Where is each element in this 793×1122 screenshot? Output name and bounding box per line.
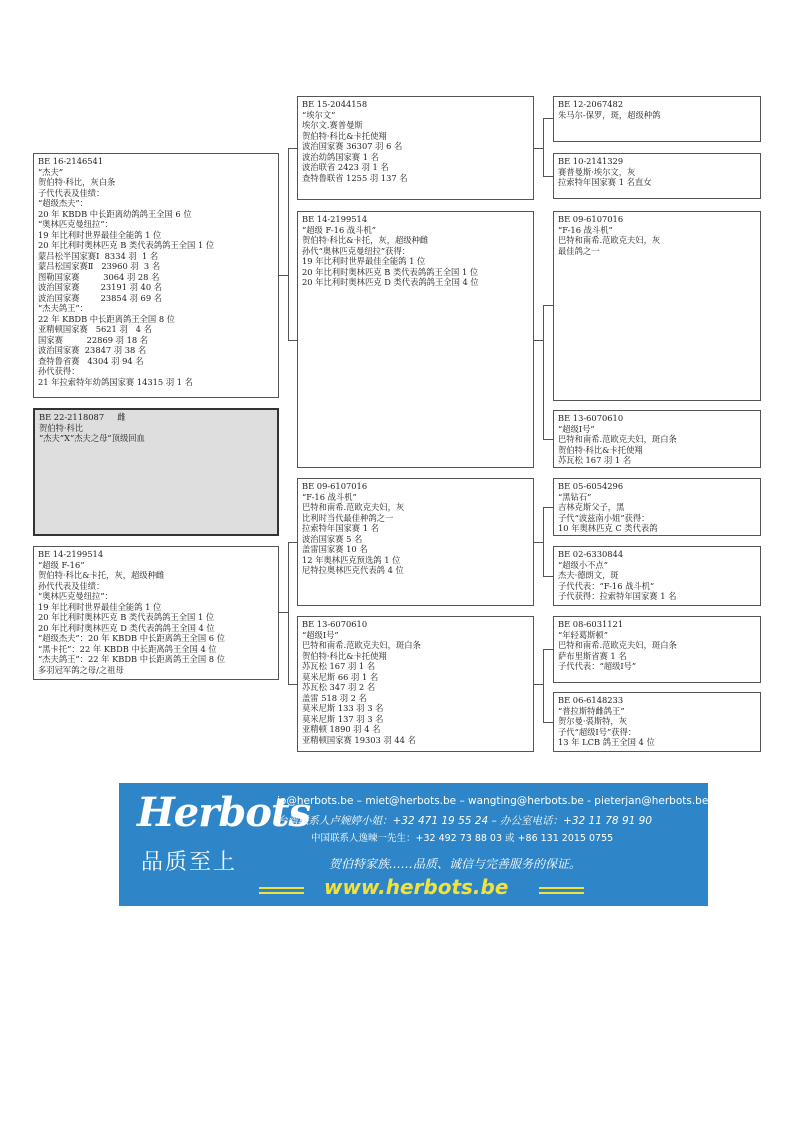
website-bar-left bbox=[259, 887, 304, 889]
pedigree-box-ggs4 bbox=[553, 616, 761, 683]
pedigree-line: 孙代代表及佳绩： bbox=[38, 580, 105, 591]
contact-emails: jo@herbots.be – miet@herbots.be – wangting@herbots.be - pieterjan@herbots.be bbox=[277, 795, 708, 807]
pedigree-line: 19 年比利时世界最佳全能鸽 1 位 bbox=[38, 601, 162, 612]
pedigree-box-gd2 bbox=[297, 616, 534, 752]
pedigree-line: 贺伯特·科比&卡托使翔 bbox=[302, 650, 387, 661]
pedigree-line: 苏瓦松 167 羽 1 名 bbox=[302, 661, 376, 671]
pedigree-line: “超级 F-16 战斗机” bbox=[302, 224, 376, 235]
ring-number: BE 13-6070610 bbox=[558, 413, 624, 423]
pedigree-line: 贺尔曼·裘斯特，灰 bbox=[558, 716, 628, 726]
pedigree-line: 贺伯特·科比 bbox=[39, 422, 84, 433]
pedigree-line: “杰夫鸽王”： bbox=[38, 303, 88, 313]
pedigree-box-sire bbox=[33, 153, 279, 398]
pedigree-line: 波治国家赛 23191 羽 40 名 bbox=[38, 282, 163, 292]
pedigree-line: 20 年比利时奥林匹克 D 类代表鸽鸽王全国 4 位 bbox=[38, 622, 215, 633]
connector-gd2-top bbox=[543, 649, 553, 650]
pedigree-line: “杰夫”X“杰夫之母”顶级回血 bbox=[39, 433, 145, 443]
pedigree-line: 吉林克斯父子，黑 bbox=[558, 502, 625, 512]
connector-gs1-bottom bbox=[543, 176, 553, 177]
pedigree-line: 波治联省 2423 羽 1 名 bbox=[302, 162, 389, 172]
pedigree-line: 贺伯特·科比，灰白条 bbox=[38, 177, 116, 187]
pedigree-line: 子代代表及佳绩： bbox=[38, 187, 105, 198]
pedigree-box-ggd2 bbox=[553, 410, 761, 468]
pedigree-box-ggs3 bbox=[553, 478, 761, 536]
connector-dam-stem bbox=[279, 612, 288, 613]
pedigree-line: “杰夫鸽王”：22 年 KBDB 中长距离鸽王全国 8 位 bbox=[38, 654, 226, 664]
connector-gd2-bottom bbox=[543, 722, 553, 723]
pedigree-line: 子代代表：“F-16 战斗机” bbox=[558, 580, 655, 591]
pedigree-line: 亚精顿 1890 羽 4 名 bbox=[302, 724, 381, 734]
ring-number: BE 15-2044158 bbox=[302, 99, 368, 109]
pedigree-box-dam bbox=[33, 546, 279, 680]
pedigree-line: 波治幼鸽国家赛 1 名 bbox=[302, 151, 379, 162]
pedigree-line: 盖雷 518 羽 2 名 bbox=[302, 692, 367, 703]
contact-taiwan: 台湾联系人卢婉婷小姐：+32 471 19 55 24 – 办公室电话：+32 11 78 91 90 bbox=[277, 815, 653, 827]
pedigree-box-ggd3 bbox=[553, 546, 761, 606]
pedigree-line: “年轻葛斯顿” bbox=[558, 629, 608, 640]
ring-number: BE 09-6107016 bbox=[558, 214, 624, 224]
connector-gs2-stem bbox=[534, 542, 543, 543]
ring-number: BE 08-6031121 bbox=[558, 619, 624, 629]
pedigree-box-ggd4 bbox=[553, 692, 761, 752]
pedigree-line: 巴特和南希.范欧克夫妇，斑白条 bbox=[558, 434, 677, 444]
pedigree-line: “F-16 战斗机” bbox=[558, 224, 613, 235]
connector-sire-stem bbox=[279, 275, 288, 276]
pedigree-line: 拉索特年国家赛 1 名直女 bbox=[558, 177, 652, 187]
ring-number: BE 13-6070610 bbox=[302, 619, 368, 629]
connector-gs1-stem bbox=[534, 148, 543, 149]
connector-sire-top bbox=[288, 148, 297, 149]
pedigree-line: “普拉斯特雌鸽王” bbox=[558, 705, 625, 716]
ring-number: BE 09-6107016 bbox=[302, 481, 368, 491]
pedigree-line: 13 年 LCB 鸽王全国 4 位 bbox=[558, 737, 655, 747]
pedigree-box-gd1 bbox=[297, 211, 534, 468]
connector-dam bbox=[288, 542, 289, 684]
pedigree-line: 最佳鸽之一 bbox=[558, 245, 600, 256]
connector-gd1-top bbox=[543, 305, 553, 306]
connector-gd2-stem bbox=[534, 684, 543, 685]
pedigree-line: “超级Ⅰ号” bbox=[558, 423, 595, 434]
pedigree-line: 波治国家赛 36307 羽 6 名 bbox=[302, 141, 403, 151]
pedigree-line: 20 年比利时奥林匹克 B 类代表鸽鸽王全国 1 位 bbox=[38, 612, 215, 622]
pedigree-line: 子代代表：“超级Ⅰ号” bbox=[558, 661, 637, 671]
connector-gd1 bbox=[543, 305, 544, 439]
pedigree-line: “黑钻石” bbox=[558, 491, 592, 502]
pedigree-line: “奥林匹克曼纽拉”： bbox=[38, 219, 113, 229]
pedigree-box-ggs1 bbox=[553, 96, 761, 142]
pedigree-line: “超级 F-16” bbox=[38, 559, 85, 570]
connector-gd1-bottom bbox=[543, 439, 553, 440]
pedigree-line: 莫米尼斯 66 羽 1 名 bbox=[302, 671, 379, 682]
pedigree-line: 苏瓦松 347 羽 2 名 bbox=[302, 682, 376, 692]
pedigree-line: 查特鲁省赛 4304 羽 94 名 bbox=[38, 355, 144, 366]
pedigree-line: “F-16 战斗机” bbox=[302, 491, 357, 502]
pedigree-line: 波治国家赛 23854 羽 69 名 bbox=[38, 292, 163, 303]
ring-number: BE 10-2141329 bbox=[558, 156, 624, 166]
pedigree-line: 莫米尼斯 133 羽 3 名 bbox=[302, 703, 384, 713]
pedigree-line: 比利时当代最佳种鸽之一 bbox=[302, 512, 394, 523]
pedigree-line: 朱马尔-保罗，斑，超级种鸽 bbox=[558, 109, 661, 120]
pedigree-line: 巴特和南希.范欧克夫妇，斑白条 bbox=[558, 640, 677, 650]
pedigree-line: 孙代获得： bbox=[38, 366, 80, 376]
pedigree-line: 贺伯特·科比&卡托使翔 bbox=[558, 444, 643, 455]
connector-gd1-stem bbox=[534, 340, 543, 341]
website-bar-right-2 bbox=[539, 892, 584, 894]
pedigree-line: 子代获得：拉索特年国家赛 1 名 bbox=[558, 591, 677, 601]
pedigree-line: 拉索特年国家赛 1 名 bbox=[302, 523, 379, 533]
pedigree-line: 蒙吕松国家赛Ⅱ 23960 羽 3 名 bbox=[38, 261, 161, 271]
pedigree-line: 蒙吕松半国家赛Ⅰ 8334 羽 1 名 bbox=[38, 250, 159, 261]
connector-sire bbox=[288, 148, 289, 340]
pedigree-line: 贺伯特·科比&卡托，灰，超级种雌 bbox=[302, 235, 429, 245]
website-bar-right bbox=[539, 887, 584, 889]
pedigree-box-subject bbox=[33, 408, 279, 536]
pedigree-box-gs2 bbox=[297, 478, 534, 606]
pedigree-line: 20 年比利时奥林匹克 B 类代表鸽鸽王全国 1 位 bbox=[38, 240, 215, 250]
pedigree-line: 19 年比利时世界最佳全能鸽 1 位 bbox=[38, 229, 162, 240]
pedigree-box-ggd1 bbox=[553, 153, 761, 199]
connector-sire-bottom bbox=[288, 340, 297, 341]
pedigree-line: “埃尔文” bbox=[302, 109, 336, 120]
pedigree-box-gs1 bbox=[297, 96, 534, 200]
pedigree-line: 22 年 KBDB 中长距离鸽王全国 8 位 bbox=[38, 313, 176, 324]
connector-gd2 bbox=[543, 649, 544, 722]
pedigree-line: 贺伯特·科比&卡托使翔 bbox=[302, 130, 387, 141]
ring-number: BE 22-2118087 雌 bbox=[39, 412, 126, 422]
ring-number: BE 02-6330844 bbox=[558, 549, 624, 559]
pedigree-line: 10 年奥林匹克 C 类代表鸽 bbox=[558, 523, 658, 533]
pedigree-line: 19 年比利时世界最佳全能鸽 1 位 bbox=[302, 256, 426, 266]
pedigree-line: “超级杰夫”：20 年 KBDB 中长距离鸽王全国 6 位 bbox=[38, 633, 226, 643]
pedigree-line: 子代“波兹南小姐”获得： bbox=[558, 512, 650, 523]
pedigree-line: 多羽冠军鸽之母/之祖母 bbox=[38, 664, 124, 675]
pedigree-line: 孙代“奥林匹克曼纽拉”获得： bbox=[302, 245, 411, 256]
pedigree-line: 国家赛 22869 羽 18 名 bbox=[38, 334, 149, 345]
pedigree-line: 埃尔文.赛普曼斯 bbox=[302, 120, 363, 130]
pedigree-line: 查特鲁联省 1255 羽 137 名 bbox=[302, 172, 408, 183]
pedigree-line: 波治国家赛 23847 羽 38 名 bbox=[38, 345, 147, 355]
pedigree-line: 赛普曼斯·埃尔文，灰 bbox=[558, 166, 636, 177]
pedigree-line: 亚精顿国家赛 5621 羽 4 名 bbox=[38, 324, 152, 334]
ring-number: BE 06-6148233 bbox=[558, 695, 624, 705]
pedigree-line: 21 年拉索特年幼鸽国家赛 14315 羽 1 名 bbox=[38, 376, 193, 387]
pedigree-line: “超级Ⅰ号” bbox=[302, 629, 339, 640]
pedigree-line: 20 年比利时奥林匹克 D 类代表鸽鸽王全国 4 位 bbox=[302, 277, 479, 287]
connector-gs2-top bbox=[543, 507, 553, 508]
pedigree-line: 巴特和南希.范欧克夫妇，灰 bbox=[302, 502, 405, 512]
herbots-banner bbox=[119, 783, 708, 906]
connector-gs2 bbox=[543, 507, 544, 576]
connector-dam-bottom bbox=[288, 684, 297, 685]
connector-gs2-bottom bbox=[543, 576, 553, 577]
ring-number: BE 16-2146541 bbox=[38, 156, 104, 166]
ring-number: BE 14-2199514 bbox=[302, 214, 368, 224]
connector-dam-top bbox=[288, 542, 297, 543]
website-bar-left-2 bbox=[259, 892, 304, 894]
pedigree-line: 苏瓦松 167 羽 1 名 bbox=[558, 455, 632, 465]
pedigree-line: 尼特拉奥林匹克代表鸽 4 位 bbox=[302, 565, 404, 575]
banner-slogan: 品质至上 bbox=[141, 850, 238, 875]
ring-number: BE 14-2199514 bbox=[38, 549, 104, 559]
connector-gs1 bbox=[543, 118, 544, 176]
pedigree-line: 贺伯特·科比&卡托，灰，超级种雌 bbox=[38, 570, 165, 580]
ring-number: BE 05-6054296 bbox=[558, 481, 624, 491]
contact-china: 中国联系人逸暕一先生：+32 492 73 88 03 或 +86 131 2015 0755 bbox=[311, 833, 614, 844]
pedigree-line: 20 年比利时奥林匹克 B 类代表鸽鸽王全国 1 位 bbox=[302, 266, 479, 277]
pedigree-line: “奥林匹克曼纽拉”： bbox=[38, 591, 113, 601]
pedigree-line: 巴特和南希.范欧克夫妇，灰 bbox=[558, 235, 661, 245]
pedigree-line: 莫米尼斯 137 羽 3 名 bbox=[302, 713, 384, 724]
pedigree-line: “超级小不点” bbox=[558, 559, 608, 570]
pedigree-line: “超级杰夫”： bbox=[38, 198, 88, 208]
pedigree-line: “黑卡托”：22 年 KBDB 中长距离鸽王全国 4 位 bbox=[38, 643, 217, 654]
banner-tagline: 贺伯特家族……品质、诚信与完善服务的保证。 bbox=[329, 857, 582, 871]
pedigree-line: 波治国家赛 5 名 bbox=[302, 533, 363, 544]
pedigree-line: 杰夫·德朗文，斑 bbox=[558, 570, 619, 580]
pedigree-line: 亚精顿国家赛 19303 羽 44 名 bbox=[302, 734, 416, 745]
herbots-logo: Herbots bbox=[137, 789, 310, 836]
pedigree-line: 图勒国家赛 3064 羽 28 名 bbox=[38, 271, 160, 282]
pedigree-box-ggs2 bbox=[553, 211, 761, 401]
pedigree-line: “杰夫” bbox=[38, 166, 64, 177]
website-link[interactable]: www.herbots.be bbox=[324, 875, 509, 899]
pedigree-line: 子代“超级Ⅰ号”获得： bbox=[558, 726, 637, 737]
connector-gs1-top bbox=[543, 118, 553, 119]
pedigree-line: 巴特和南希.范欧克夫妇，斑白条 bbox=[302, 640, 421, 650]
pedigree-line: 12 年奥林匹克预选鸽 1 位 bbox=[302, 554, 401, 565]
pedigree-line: 20 年 KBDB 中长距离幼鸽鸽王全国 6 位 bbox=[38, 208, 192, 219]
ring-number: BE 12-2067482 bbox=[558, 99, 624, 109]
pedigree-line: 萨布里斯省赛 1 名 bbox=[558, 650, 627, 661]
pedigree-line: 盖雷国家赛 10 名 bbox=[302, 544, 368, 554]
